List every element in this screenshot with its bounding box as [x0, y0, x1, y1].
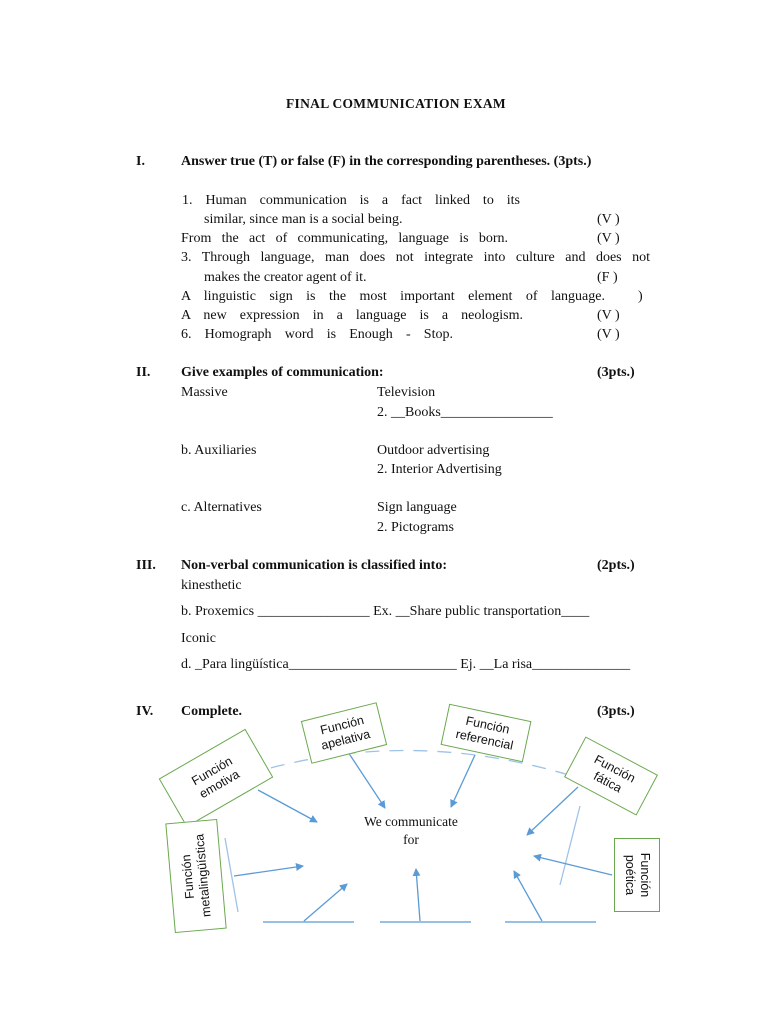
question-3-line-1: 3. Through language, man does not integrate into culture and does not: [181, 250, 650, 265]
nonverbal-item-d: d. _Para lingüística________________________ Ej. __La risa______________: [181, 657, 631, 672]
example-auxiliaries-1: Outdoor advertising: [377, 443, 490, 458]
arrow-blank-2: [416, 869, 420, 921]
arrow-apelativa: [348, 752, 385, 808]
question-6-answer: (V ): [597, 327, 620, 342]
question-2-answer: (V ): [597, 231, 620, 246]
box-funcion-poetica: Función poética: [614, 838, 660, 912]
section-2-number: II.: [136, 365, 151, 380]
section-4-points: (3pts.): [597, 704, 635, 719]
nonverbal-item-b: b. Proxemics ________________ Ex. __Share public transportation____: [181, 604, 590, 619]
diagram-center-label: We communicate for: [364, 814, 458, 847]
arrow-metalinguistica: [234, 866, 303, 876]
box-funcion-apelativa: Función apelativa: [301, 702, 387, 764]
arrow-blank-1: [304, 884, 347, 921]
question-2-text: From the act of communicating, language is born.: [181, 231, 508, 246]
question-1-line-1: 1. Human communication is a fact linked to its: [182, 193, 520, 208]
arrow-emotiva: [258, 790, 317, 822]
section-3-number: III.: [136, 558, 156, 573]
example-massive-1: Television: [377, 385, 436, 400]
category-auxiliaries: b. Auxiliaries: [181, 443, 257, 458]
box-funcion-metalinguistica: Función metalingüística: [165, 819, 226, 933]
example-alternatives-2: 2. Pictograms: [377, 520, 454, 535]
arrow-referencial: [451, 755, 475, 807]
section-2-points: (3pts.): [597, 365, 635, 380]
example-alternatives-1: Sign language: [377, 500, 457, 515]
page-title: FINAL COMMUNICATION EXAM: [286, 96, 506, 111]
category-massive: Massive: [181, 385, 228, 400]
example-auxiliaries-2: 2. Interior Advertising: [377, 462, 502, 477]
section-3-points: (2pts.): [597, 558, 635, 573]
question-4-text: A linguistic sign is the most important element of language.: [181, 289, 605, 304]
question-3-answer: (F ): [597, 270, 618, 285]
question-5-text: A new expression in a language is a neologism.: [181, 308, 523, 323]
section-4-number: IV.: [136, 704, 154, 719]
section-4-heading: Complete.: [181, 704, 243, 719]
question-6-text: 6. Homograph word is Enough - Stop.: [181, 327, 453, 342]
arrow-blank-3: [514, 871, 542, 921]
right-slot-line: [560, 806, 580, 885]
question-1-answer: (V ): [597, 212, 620, 227]
box-funcion-referencial: Función referencial: [441, 704, 532, 763]
section-3-heading: Non-verbal communication is classified into:: [181, 558, 447, 573]
box-funcion-emotiva: Función emotiva: [159, 729, 274, 827]
question-4-answer: ): [638, 289, 643, 304]
category-alternatives: c. Alternatives: [181, 500, 262, 515]
example-massive-2: 2. __Books________________: [377, 405, 553, 420]
arrow-poetica: [534, 856, 612, 875]
question-5-answer: (V ): [597, 308, 620, 323]
section-1-number: I.: [136, 154, 145, 169]
arc-dashes: [225, 750, 585, 782]
question-1-line-2: similar, since man is a social being.: [204, 212, 403, 227]
box-funcion-fatica: Función fática: [564, 736, 658, 815]
section-1-heading: Answer true (T) or false (F) in the corresponding parentheses. (3pts.): [181, 154, 592, 169]
section-2-heading: Give examples of communication:: [181, 365, 384, 380]
arrow-fatica: [527, 787, 578, 835]
question-3-line-2: makes the creator agent of it.: [204, 270, 367, 285]
left-slot-line: [225, 838, 238, 912]
nonverbal-item-a: kinesthetic: [181, 578, 242, 593]
nonverbal-item-c: Iconic: [181, 631, 216, 646]
